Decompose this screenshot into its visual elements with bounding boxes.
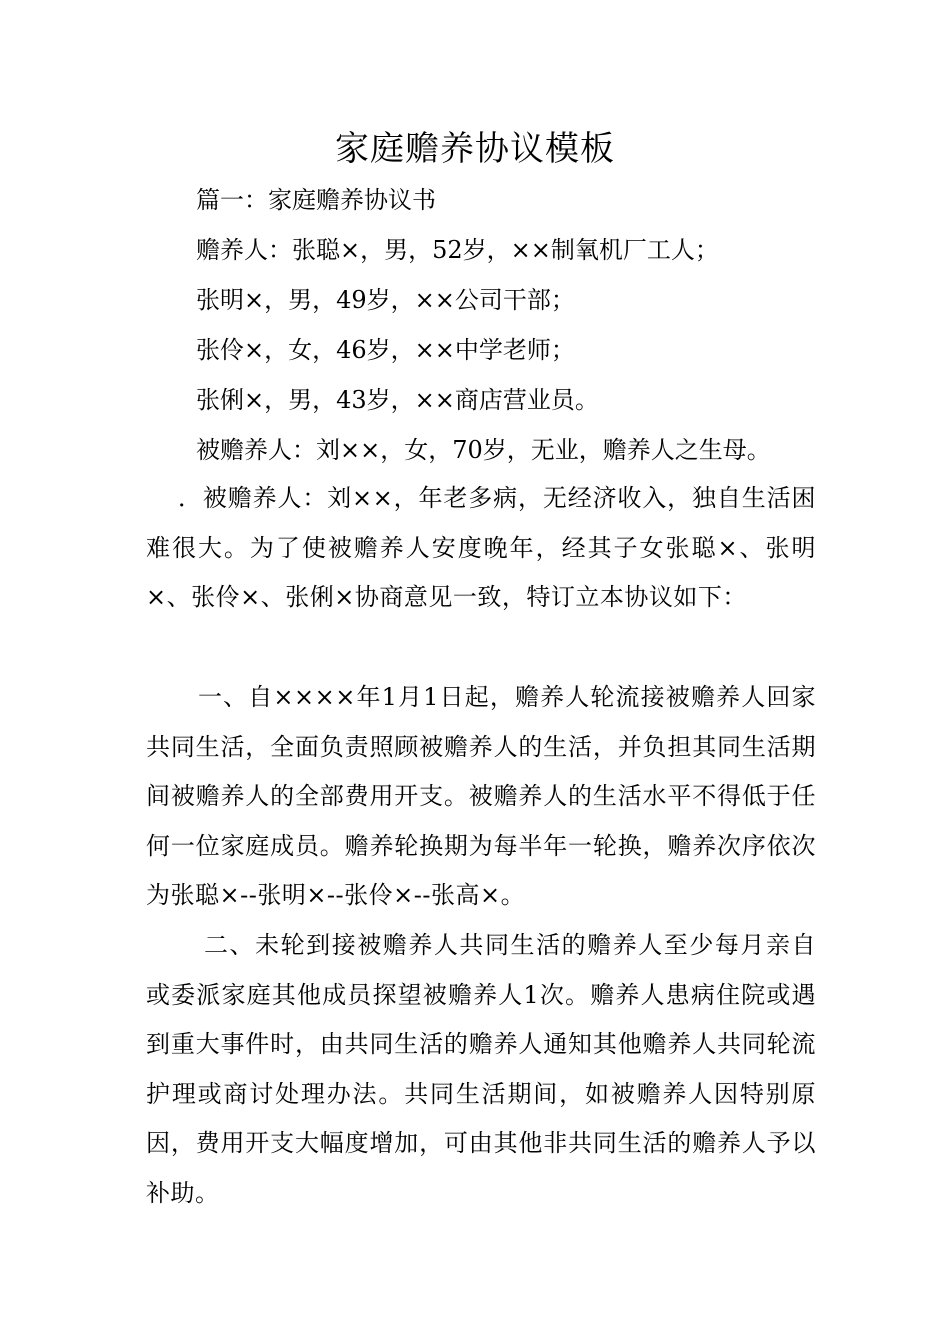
supporter-line-2: 张明×，男，49岁，××公司干部； bbox=[196, 286, 575, 314]
clause-2-paragraph: 二、未轮到接被赡养人共同生活的赡养人至少每月亲自或委派家庭其他成员探望被赡养人1次。赡养人患病住院或遇到重大事件时，由共同生活的赡养人通知其他赡养人共同轮流护理或商讨处理办法。共同生活期间，如被赡养人因特别原因，费用开支大幅度增加，可由其他非共同生活的赡养人予以补助。 bbox=[146, 931, 816, 1207]
supporter-line-4: 张俐×，男，43岁，××商店营业员。 bbox=[196, 386, 599, 414]
supporter-line-3: 张伶×，女，46岁，××中学老师； bbox=[196, 336, 575, 364]
preamble-paragraph: ．被赡养人：刘××，年老多病，无经济收入，独自生活困难很大。为了使被赡养人安度晚年，经其子女张聪×、张明×、张伶×、张俐×协商意见一致，特订立本协议如下： bbox=[146, 484, 816, 611]
supporter-line-1: 赡养人：张聪×，男，52岁，××制氧机厂工人； bbox=[196, 236, 719, 264]
document-title: 家庭赡养协议模板 bbox=[335, 129, 615, 169]
section-heading: 篇一：家庭赡养协议书 bbox=[196, 186, 436, 214]
supported-person-line: 被赡养人：刘××，女，70岁，无业，赡养人之生母。 bbox=[196, 436, 771, 464]
clause-1-paragraph: 一、自××××年1月1日起，赡养人轮流接被赡养人回家共同生活，全面负责照顾被赡养人的生活，并负担其同生活期间被赡养人的全部费用开支。被赡养人的生活水平不得低于任何一位家庭成员。赡养轮换期为每半年一轮换，赡养次序依次为张聪×--张明×--张伶×--张高×。 bbox=[146, 683, 816, 909]
